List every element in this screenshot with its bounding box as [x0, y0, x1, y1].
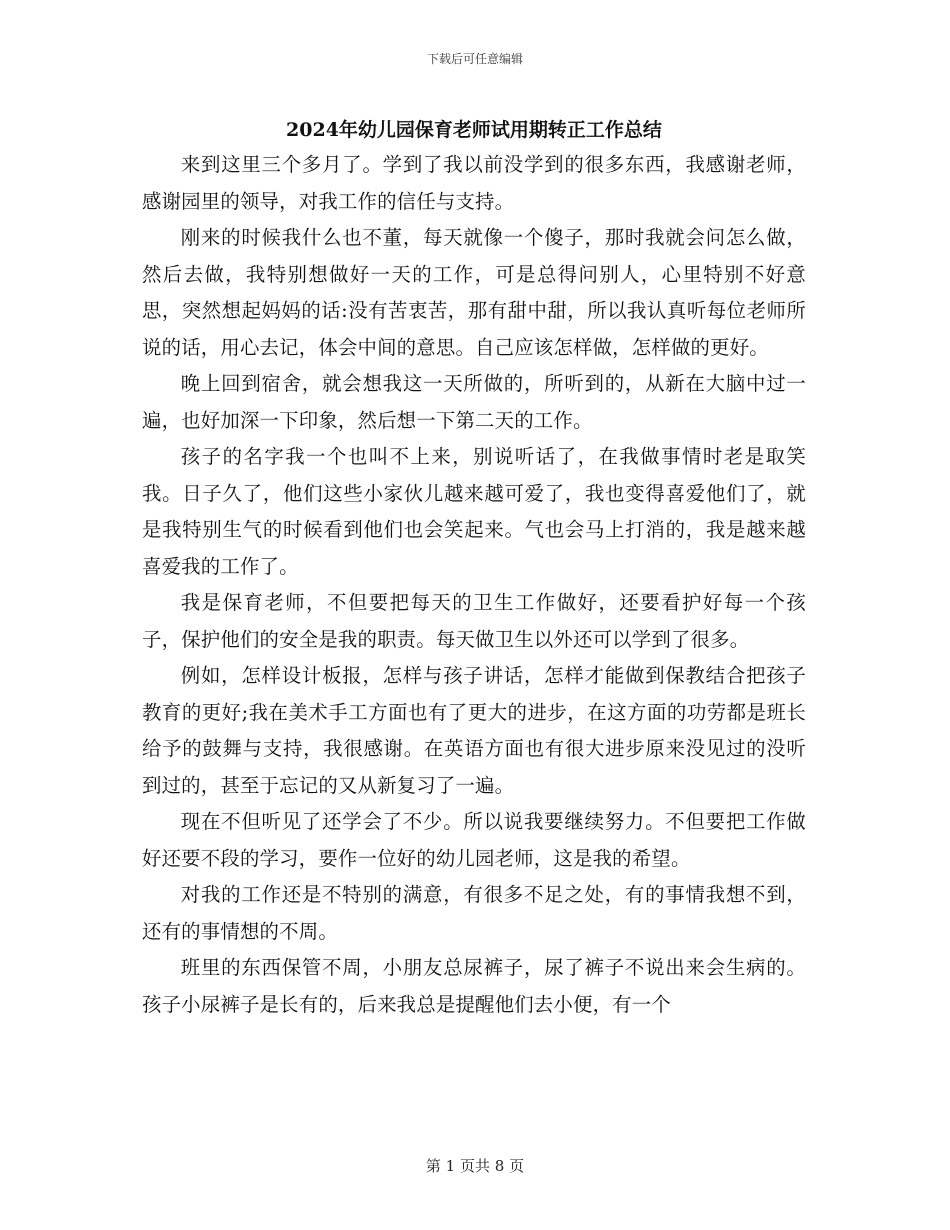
document-title: 2024年幼儿园保育老师试用期转正工作总结	[286, 119, 662, 141]
paragraph-4: 孩子的名字我一个也叫不上来，别说听话了，在我做事情时老是取笑我。日子久了，他们这些小家伙儿越来越可爱了，我也变得喜爱他们了，就是我特别生气的时候看到他们也会笑起来。气也会马上打消的，我是越来越喜爱我的工作了。	[142, 445, 806, 578]
paragraph-1: 来到这里三个多月了。学到了我以前没学到的很多东西，我感谢老师，感谢园里的领导，对我工作的信任与支持。	[142, 153, 806, 213]
page-footer: 第 1 页共 8 页	[425, 1157, 525, 1175]
page-header: 下载后可任意编辑	[426, 52, 523, 66]
paragraph-2: 刚来的时候我什么也不董，每天就像一个傻子，那时我就会问怎么做，然后去做，我特别想做好一天的工作，可是总得问别人，心里特别不好意思，突然想起妈妈的话:没有苦衷苦，那有甜中甜，所以我认真听每位老师所说的话，用心去记，体会中间的意思。自己应该怎样做，怎样做的更好。	[142, 226, 806, 359]
document-body	[142, 113, 806, 1023]
paragraph-6: 例如，怎样设计板报，怎样与孩子讲话，怎样才能做到保教结合把孩子教育的更好;我在美术手工方面也有了更大的进步，在这方面的功劳都是班长给予的鼓舞与支持，我很感谢。在英语方面也有很大进步原来没见过的没听到过的，甚至于忘记的又从新复习了一遍。	[142, 664, 806, 797]
paragraph-8: 对我的工作还是不特别的满意，有很多不足之处，有的事情我想不到，还有的事情想的不周。	[142, 883, 806, 943]
paragraph-7: 现在不但听见了还学会了不少。所以说我要继续努力。不但要把工作做好还要不段的学习，要作一位好的幼儿园老师，这是我的希望。	[142, 810, 806, 870]
paragraph-3: 晚上回到宿舍，就会想我这一天所做的，所听到的，从新在大脑中过一遍，也好加深一下印象，然后想一下第二天的工作。	[142, 372, 806, 432]
paragraph-9: 班里的东西保管不周，小朋友总尿裤子，尿了裤子不说出来会生病的。孩子小尿裤子是长有的，后来我总是提醒他们去小便，有一个	[142, 956, 806, 1016]
paragraph-5: 我是保育老师，不但要把每天的卫生工作做好，还要看护好每一个孩子，保护他们的安全是我的职责。每天做卫生以外还可以学到了很多。	[142, 591, 806, 651]
